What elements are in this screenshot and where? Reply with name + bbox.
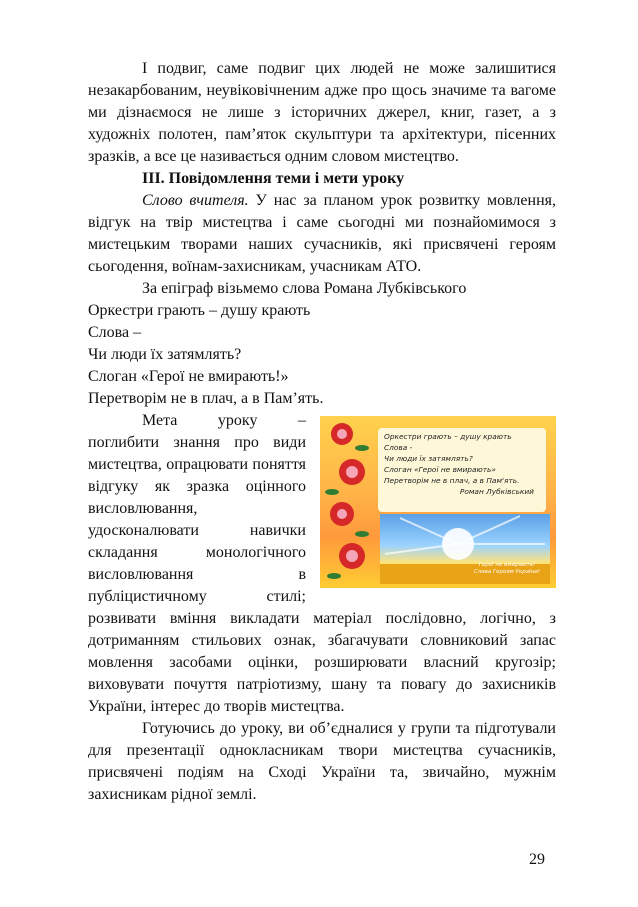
epigraph-line: Слова – — [88, 324, 142, 341]
poem-line: Перетворім не в плач, а в Пам'ять. — [384, 476, 520, 485]
teacher-label: Слово вчителя. — [142, 192, 249, 209]
page-number: 29 — [529, 851, 545, 868]
poem-line: Слоган «Герої не вмирають» — [384, 465, 496, 474]
epigraph-line: Оркестри грають – душу крають — [88, 302, 311, 319]
flower-ornament-icon — [322, 416, 374, 588]
epigraph-line: Слоган «Герої не вмирають!» — [88, 368, 289, 385]
poem-line: Слова - — [384, 443, 413, 452]
banner-text — [474, 562, 540, 576]
closing-paragraph: Готуючись до уроку, ви об’єдналися у групи та підготували для презентації однокласникам твори мистецтва сучасників, присвячені подіям на Сході України та, звичайно, мужнім захисникам рідної землі. — [88, 720, 556, 803]
lesson-goal-paragraph: Мета уроку – поглибити знання про види мистецтва, опрацювати поняття відгуку як зразка оцінного висловлювання, удосконалювати навички складання монологічного висловлювання в публіцистичному стилі; розвивати вміння викладати матеріал послідовно, логічно, з дотриманням стильових ознак, збагачувати словниковий запас мовлення засобами оцінки, розширювати власний кругозір; виховувати почуття патріотизму, шану та повагу до захисників України, інтерес до творів мистецтва. — [88, 412, 556, 715]
poem-line: Чи люди їх затямлять? — [384, 454, 473, 463]
teacher-paragraph — [88, 190, 556, 278]
sunrise-scene — [380, 514, 550, 584]
epigraph-line: Перетворім не в плач, а в Пам’ять. — [88, 390, 324, 407]
epigraph-intro: За епіграф візьмемо слова Романа Лубківського — [142, 280, 467, 297]
banner-line: Герої не вмирають! — [478, 562, 536, 568]
banner-line: Слава Героям України! — [473, 569, 540, 575]
document-page — [88, 58, 556, 806]
poem-line: Оркестри грають – душу крають — [384, 432, 512, 441]
poem-card — [378, 428, 546, 512]
intro-paragraph: І подвиг, саме подвиг цих людей не може залишитися незакарбованим, неувіковічненим адже про щось значиме та вагоме ми дізнаємося не лише з історичних джерел, книг, газет, а з художніх полотен, пам’яток скульптури та архітектури, пісенних зразків, а все це називається одним словом мистецтво. — [88, 60, 556, 165]
section-heading: ІІІ. Повідомлення теми і мети уроку — [142, 170, 405, 187]
epigraph-line: Чи люди їх затямлять? — [88, 346, 242, 363]
teacher-text: У нас за планом урок розвитку мовлення, відгук на твір мистецтва і саме сьогодні ми познайомимося з мистецьким творами наших сучасників, які присвячені героям сьогодення, воїнам-захисникам, учасникам АТО. — [88, 192, 556, 275]
lesson-illustration — [320, 416, 556, 588]
poem-author: Роман Лубківський — [459, 487, 534, 496]
